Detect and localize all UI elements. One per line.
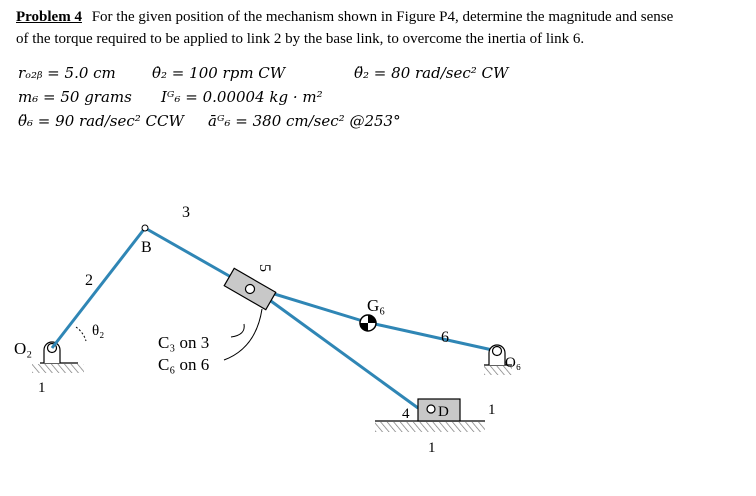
given-theta6-ddot: θ̈₆ = 90 rad/sec² CCW [18,112,184,130]
label-link-5: 5 [256,264,273,272]
ground-hatch-o2 [32,364,84,373]
label-ground-mid: 1 [488,402,496,418]
label-link-2: 2 [85,272,93,289]
note-c6-leader [224,309,262,360]
pin-b [142,225,148,231]
label-o2: O₂ [14,339,33,358]
problem-text-line2: of the torque required to be applied to link 2 by the base link, to overcome the inertia of link 6. [16,31,585,47]
label-b: B [141,239,152,256]
label-link-6: 6 [441,329,449,346]
label-g6: G₆ [367,296,386,315]
given-i-g6: Iᴳ₆ = 0.00004 kg · m² [161,88,323,106]
given-theta2-dot: θ̇₂ = 100 rpm CW [152,64,286,82]
problem-label: Problem 4 [16,9,82,25]
label-d: D [438,404,449,420]
given-a-g6: āᴳ₆ = 380 cm/sec² @253° [208,112,401,130]
theta2-arc [76,327,86,341]
ground-hatch-slider [375,422,485,432]
g6-center-of-mass-icon [360,315,376,331]
given-theta2-ddot: θ̈₂ = 80 rad/sec² CW [354,64,509,82]
label-theta2: θ₂ [92,323,105,339]
given-m6: m₆ = 50 grams [18,88,132,106]
note-c3-on-3: C₃ on 3 [158,333,210,352]
note-c6-on-6: C₆ on 6 [158,355,210,374]
given-r-o2b: rₒ₂ᵦ = 5.0 cm [18,64,116,82]
label-ground-bottom: 1 [428,440,436,456]
label-ground-left: 1 [38,380,46,396]
note-c3-leader [231,324,244,337]
pivot-o2 [40,342,78,363]
link-6-right [366,322,497,351]
label-o6: O₆ [505,355,522,371]
label-link-4: 4 [402,406,410,422]
label-link-3: 3 [182,204,190,221]
problem-text-line1: For the given position of the mechanism shown in Figure P4, determine the magnitude and sense [91,9,674,25]
link-5-slider-block [224,268,276,309]
